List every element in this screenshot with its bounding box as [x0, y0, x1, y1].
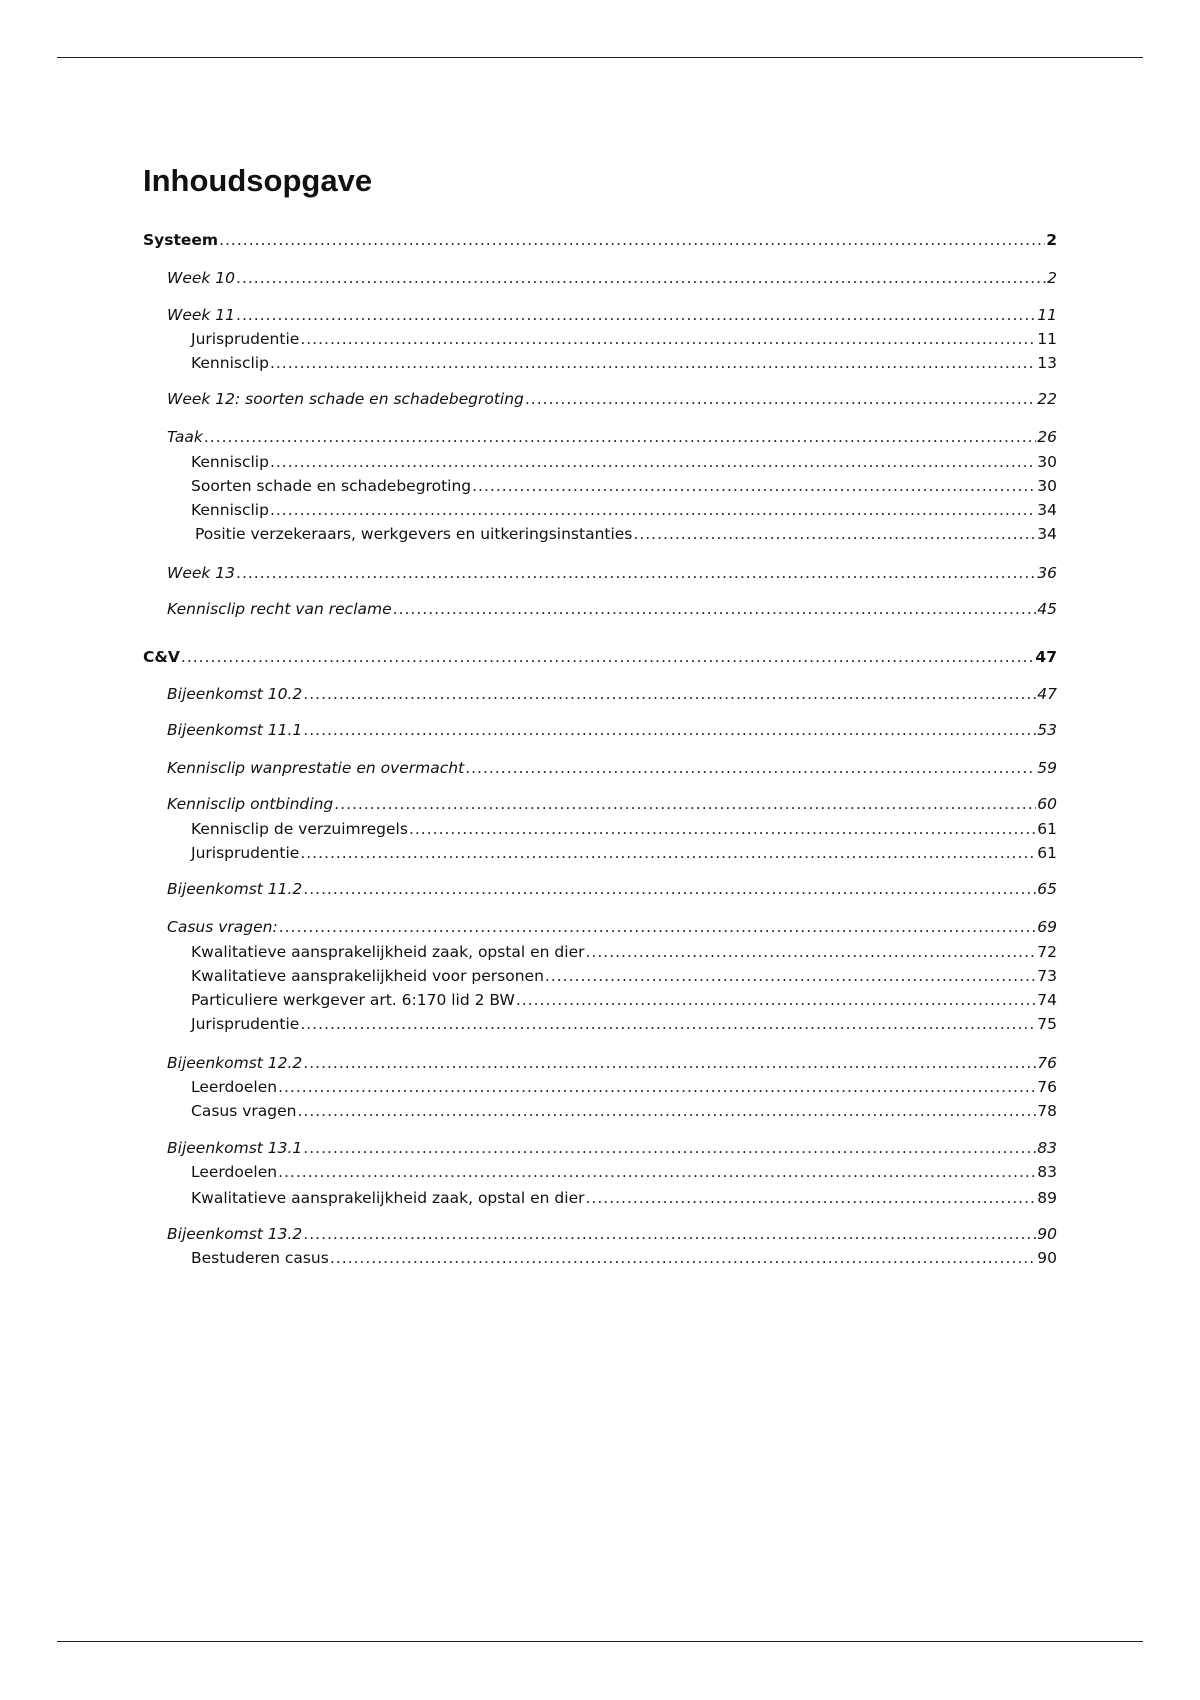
dot-leader	[409, 818, 1036, 840]
dot-leader	[278, 1076, 1036, 1098]
toc-entry-page: 83	[1037, 1139, 1057, 1157]
toc-entry[interactable]	[191, 1076, 1057, 1098]
toc-entry[interactable]	[191, 328, 1057, 350]
dot-leader	[303, 1052, 1036, 1074]
dot-leader	[334, 793, 1036, 815]
dot-leader	[204, 426, 1036, 448]
toc-entry-page: 89	[1037, 1189, 1057, 1207]
dot-leader	[586, 1187, 1037, 1209]
toc-entry-title: Kwalitatieve aansprakelijkheid zaak, opstal en dier	[191, 1189, 585, 1207]
dot-leader	[270, 352, 1036, 374]
toc-entry-page: 53	[1037, 721, 1057, 739]
toc-entry-title: Bestuderen casus	[191, 1249, 329, 1267]
dot-leader	[219, 229, 1045, 251]
dot-leader	[278, 1161, 1036, 1183]
toc-entry-title: Bijeenkomst 10.2	[167, 685, 303, 703]
toc-entry[interactable]	[191, 451, 1057, 473]
toc-entry-title: Casus vragen:	[167, 918, 278, 936]
dot-leader	[330, 1247, 1036, 1269]
toc-entry-page: 90	[1037, 1225, 1057, 1243]
page-title: Inhoudsopgave	[143, 163, 373, 198]
toc-entry-title: Kwalitatieve aansprakelijkheid zaak, opstal en dier	[191, 943, 585, 961]
toc-entry-title: Kennisclip de verzuimregels	[191, 820, 408, 838]
dot-leader	[303, 683, 1036, 705]
toc-entry[interactable]	[167, 267, 1057, 289]
toc-entry-page: 30	[1037, 453, 1057, 471]
toc-entry-title: Kennisclip	[191, 501, 269, 519]
toc-entry[interactable]	[167, 719, 1057, 741]
dot-leader	[465, 757, 1036, 779]
toc-entry[interactable]	[191, 1187, 1057, 1209]
toc-entry-page: 11	[1037, 306, 1057, 324]
footer-rule	[57, 1641, 1143, 1642]
toc-entry[interactable]	[167, 598, 1057, 620]
dot-leader	[300, 842, 1036, 864]
toc-entry[interactable]	[191, 1247, 1057, 1269]
dot-leader	[586, 941, 1037, 963]
toc-entry[interactable]	[167, 562, 1057, 584]
toc-entry[interactable]	[167, 388, 1057, 410]
toc-entry-title: Bijeenkomst 11.1	[167, 721, 303, 739]
toc-entry[interactable]	[167, 757, 1057, 779]
toc-entry-page: 73	[1037, 967, 1057, 985]
dot-leader	[393, 598, 1037, 620]
toc-entry[interactable]	[191, 352, 1057, 374]
toc-entry-title: Casus vragen	[191, 1102, 297, 1120]
dot-leader	[300, 328, 1036, 350]
toc-entry-page: 13	[1037, 354, 1057, 372]
toc-entry-title: Particuliere werkgever art. 6:170 lid 2 BW	[191, 991, 515, 1009]
toc-entry[interactable]	[191, 1013, 1057, 1035]
toc-entry[interactable]	[167, 426, 1057, 448]
dot-leader	[236, 562, 1036, 584]
toc-entry-title: Leerdoelen	[191, 1078, 278, 1096]
dot-leader	[303, 878, 1036, 900]
toc-entry-page: 47	[1037, 685, 1057, 703]
toc-entry-page: 30	[1037, 477, 1057, 495]
dot-leader	[472, 475, 1036, 497]
toc-entry[interactable]	[191, 941, 1057, 963]
toc-entry-page: 22	[1037, 390, 1057, 408]
toc-entry[interactable]	[191, 475, 1057, 497]
toc-entry-title: Positie verzekeraars, werkgevers en uitkeringsinstanties	[195, 525, 633, 543]
toc-entry-title: Kennisclip recht van reclame	[167, 600, 392, 618]
toc-entry[interactable]	[167, 1223, 1057, 1245]
toc-entry[interactable]	[191, 818, 1057, 840]
toc-entry-title: Jurisprudentie	[191, 844, 300, 862]
toc-entry-page: 47	[1035, 648, 1057, 666]
toc-entry-page: 65	[1037, 880, 1057, 898]
toc-entry-page: 34	[1037, 501, 1057, 519]
toc-entry-page: 75	[1037, 1015, 1057, 1033]
toc-entry-page: 60	[1037, 795, 1057, 813]
dot-leader	[279, 916, 1037, 938]
toc-entry[interactable]	[191, 1161, 1057, 1183]
dot-leader	[525, 388, 1036, 410]
toc-entry-title: Soorten schade en schadebegroting	[191, 477, 472, 495]
toc-entry-title: Bijeenkomst 13.1	[167, 1139, 303, 1157]
toc-entry-page: 36	[1037, 564, 1057, 582]
toc-entry-title: Systeem	[143, 231, 219, 249]
toc-entry[interactable]	[143, 646, 1057, 668]
toc-entry[interactable]	[191, 989, 1057, 1011]
dot-leader	[633, 523, 1036, 545]
toc-entry-title: Week 11	[167, 306, 236, 324]
toc-entry-page: 11	[1037, 330, 1057, 348]
dot-leader	[297, 1100, 1036, 1122]
toc-entry[interactable]	[167, 1137, 1057, 1159]
toc-entry-title: C&V	[143, 648, 180, 666]
toc-entry-page: 59	[1037, 759, 1057, 777]
toc-entry[interactable]	[191, 1100, 1057, 1122]
header-rule	[57, 57, 1143, 58]
toc-entry-page: 72	[1037, 943, 1057, 961]
toc-entry-title: Kwalitatieve aansprakelijkheid voor personen	[191, 967, 544, 985]
toc-entry-page: 76	[1037, 1078, 1057, 1096]
toc-entry-title: Kennisclip	[191, 354, 269, 372]
toc-entry-page: 83	[1037, 1163, 1057, 1181]
toc-entry-page: 2	[1047, 269, 1057, 287]
toc-entry[interactable]	[167, 916, 1057, 938]
toc-entry-title: Kennisclip ontbinding	[167, 795, 334, 813]
toc-entry[interactable]	[143, 229, 1057, 251]
dot-leader	[303, 1137, 1036, 1159]
dot-leader	[303, 1223, 1036, 1245]
toc-entry-title: Kennisclip	[191, 453, 269, 471]
toc-entry-title: Bijeenkomst 11.2	[167, 880, 303, 898]
toc-entry-title: Leerdoelen	[191, 1163, 278, 1181]
toc-entry-page: 69	[1037, 918, 1057, 936]
toc-entry-page: 78	[1037, 1102, 1057, 1120]
toc-entry[interactable]	[191, 842, 1057, 864]
dot-leader	[545, 965, 1036, 987]
toc-entry[interactable]	[195, 523, 1057, 545]
toc-entry-page: 34	[1037, 525, 1057, 543]
toc-entry-page: 26	[1037, 428, 1057, 446]
dot-leader	[236, 267, 1046, 289]
toc-entry-title: Kennisclip wanprestatie en overmacht	[167, 759, 465, 777]
toc-entry-page: 74	[1037, 991, 1057, 1009]
toc-entry-title: Jurisprudentie	[191, 1015, 300, 1033]
dot-leader	[181, 646, 1035, 668]
toc-entry-title: Week 13	[167, 564, 236, 582]
toc-entry-page: 61	[1037, 844, 1057, 862]
toc-entry[interactable]	[167, 304, 1057, 326]
dot-leader	[236, 304, 1036, 326]
toc-entry[interactable]	[167, 793, 1057, 815]
toc-entry[interactable]	[167, 878, 1057, 900]
toc-entry-title: Taak	[167, 428, 203, 446]
dot-leader	[270, 499, 1036, 521]
toc-entry[interactable]	[191, 499, 1057, 521]
toc-entry-page: 90	[1037, 1249, 1057, 1267]
dot-leader	[303, 719, 1036, 741]
toc-entry-page: 2	[1046, 231, 1057, 249]
toc-entry-page: 61	[1037, 820, 1057, 838]
toc-entry[interactable]	[191, 965, 1057, 987]
dot-leader	[270, 451, 1036, 473]
toc-entry-title: Bijeenkomst 12.2	[167, 1054, 303, 1072]
toc-entry-title: Jurisprudentie	[191, 330, 300, 348]
dot-leader	[516, 989, 1036, 1011]
toc-entry-title: Week 12: soorten schade en schadebegroting	[167, 390, 524, 408]
toc-entry-page: 76	[1037, 1054, 1057, 1072]
toc-entry-page: 45	[1037, 600, 1057, 618]
toc-entry[interactable]	[167, 1052, 1057, 1074]
toc-entry[interactable]	[167, 683, 1057, 705]
toc-entry-title: Bijeenkomst 13.2	[167, 1225, 303, 1243]
dot-leader	[300, 1013, 1036, 1035]
toc-entry-title: Week 10	[167, 269, 236, 287]
